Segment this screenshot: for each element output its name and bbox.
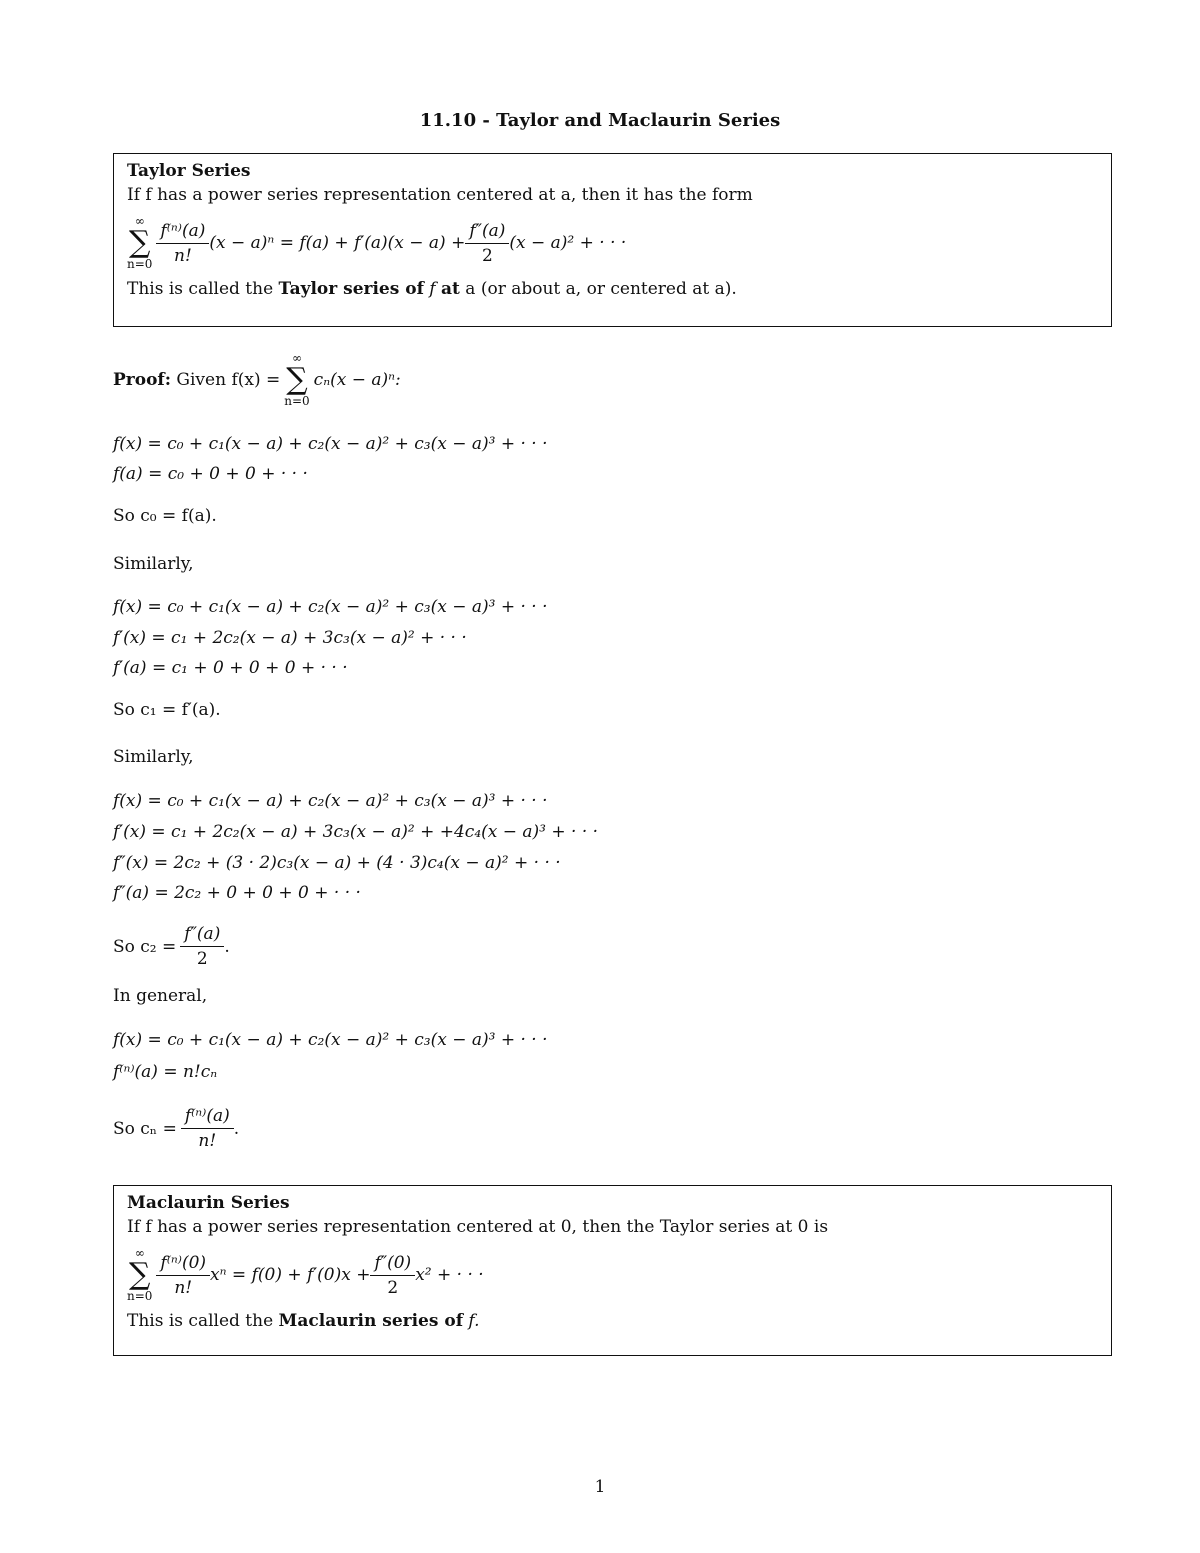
equation-line: f′(a) = c₁ + 0 + 0 + 0 + · · · [113, 658, 348, 678]
page-title: 11.10 - Taylor and Maclaurin Series [419, 110, 781, 131]
maclaurin-formula-middle: xⁿ = f(0) + f′(0)x + [210, 1265, 371, 1285]
so-fraction [182, 924, 222, 969]
fraction-numerator: f⁽ⁿ⁾(a) [184, 1106, 230, 1126]
equation-line: f(a) = c₀ + 0 + 0 + · · · [113, 464, 308, 484]
taylor-intro: If f has a power series representation centered at a, then it has the form [127, 185, 753, 205]
maclaurin-formula [127, 1247, 1098, 1303]
fraction-numerator: f⁽ⁿ⁾(0) [160, 1252, 207, 1273]
so-prefix: So c₂ = [113, 936, 177, 957]
conclusion-line: So c₁ = f′(a). [113, 700, 221, 720]
conclusion-line-fraction [113, 924, 230, 969]
equation-line: f″(a) = 2c₂ + 0 + 0 + 0 + · · · [113, 883, 361, 903]
sum-upper-limit: ∞ [134, 1246, 145, 1260]
equation-line: f(x) = c₀ + c₁(x − a) + c₂(x − a)² + c₃(x − a)³ + · · · [113, 1030, 548, 1050]
maclaurin-called-line [127, 1309, 1098, 1333]
taylor-formula-tail: (x − a)² + · · · [509, 233, 627, 253]
maclaurin-intro: If f has a power series representation centered at 0, then the Taylor series at 0 is [127, 1217, 829, 1237]
so-fraction [183, 1106, 232, 1151]
in-general-text: In general, [113, 986, 208, 1006]
maclaurin-second-term-fraction [372, 1253, 413, 1298]
taylor-formula-middle: (x − a)ⁿ = f(a) + f′(a)(x − a) + [209, 233, 466, 253]
page-number: 1 [594, 1477, 606, 1497]
taylor-called-line [127, 277, 1098, 301]
called-bold: Maclaurin series of [278, 1311, 464, 1331]
taylor-second-term-fraction [467, 221, 507, 266]
called-bold: Taylor series of [278, 279, 424, 299]
sum-upper-limit: ∞ [291, 351, 302, 365]
called-bold-at: at [441, 279, 460, 299]
similarly-text: Similarly, [113, 747, 194, 767]
called-f: f [423, 279, 442, 299]
proof-given-tail: cₙ(x − a)ⁿ: [313, 370, 401, 390]
proof-given-line [113, 352, 401, 408]
maclaurin-heading: Maclaurin Series [127, 1193, 290, 1213]
fraction-numerator: f⁽ⁿ⁾(a) [160, 220, 206, 241]
fraction-denominator: 2 [370, 1275, 415, 1298]
sigma-symbol: ∑ [129, 225, 151, 260]
equation-line: f(x) = c₀ + c₁(x − a) + c₂(x − a)² + c₃(x − a)³ + · · · [113, 791, 548, 811]
maclaurin-summation [127, 1247, 152, 1303]
taylor-term-fraction [158, 221, 207, 266]
so-prefix: So cₙ = [113, 1118, 177, 1139]
equation-line: f′(x) = c₁ + 2c₂(x − a) + 3c₃(x − a)² + +4c₄(x − a)³ + · · · [113, 822, 599, 842]
so-suffix: . [224, 936, 230, 957]
called-prefix: This is called the [127, 1311, 279, 1331]
conclusion-line-fraction [113, 1106, 239, 1151]
fraction-numerator: f″(a) [469, 220, 506, 241]
sum-lower-limit: n=0 [127, 257, 153, 271]
called-prefix: This is called the [127, 279, 279, 299]
fraction-denominator: n! [156, 1275, 210, 1298]
fraction-denominator: 2 [180, 946, 224, 969]
sum-lower-limit: n=0 [127, 1289, 153, 1303]
sigma-symbol: ∑ [286, 362, 308, 397]
conclusion-line: So c₀ = f(a). [113, 506, 217, 526]
proof-label: Proof: [113, 370, 172, 390]
equation-line: f′(x) = c₁ + 2c₂(x − a) + 3c₃(x − a)² + · · · [113, 628, 467, 648]
fraction-denominator: n! [181, 1128, 234, 1151]
fraction-denominator: n! [156, 243, 209, 266]
so-suffix: . [233, 1118, 240, 1139]
equation-line: f(x) = c₀ + c₁(x − a) + c₂(x − a)² + c₃(x − a)³ + · · · [113, 597, 548, 617]
fraction-numerator: f″(a) [184, 924, 221, 944]
proof-summation [284, 352, 309, 408]
equation-line: f″(x) = 2c₂ + (3 · 2)c₃(x − a) + (4 · 3)c₄(x − a)² + · · · [113, 853, 561, 873]
similarly-text: Similarly, [113, 554, 194, 574]
sum-upper-limit: ∞ [134, 214, 145, 228]
taylor-heading: Taylor Series [127, 161, 251, 181]
fraction-denominator: 2 [465, 243, 509, 266]
sum-lower-limit: n=0 [284, 394, 310, 408]
fraction-numerator: f″(0) [374, 1252, 412, 1273]
maclaurin-series-definition-box [113, 1185, 1112, 1356]
called-suffix: a (or about a, or centered at a). [459, 279, 737, 299]
proof-given: Given f(x) = [171, 370, 281, 390]
taylor-formula [127, 215, 1098, 271]
called-suffix: f. [463, 1311, 480, 1331]
maclaurin-term-fraction [158, 1253, 208, 1298]
maclaurin-formula-tail: x² + · · · [415, 1265, 484, 1285]
equation-line: f⁽ⁿ⁾(a) = n!cₙ [113, 1062, 218, 1082]
taylor-summation [127, 215, 152, 271]
taylor-series-definition-box [113, 153, 1112, 327]
equation-line: f(x) = c₀ + c₁(x − a) + c₂(x − a)² + c₃(x − a)³ + · · · [113, 434, 548, 454]
sigma-symbol: ∑ [129, 1257, 151, 1292]
